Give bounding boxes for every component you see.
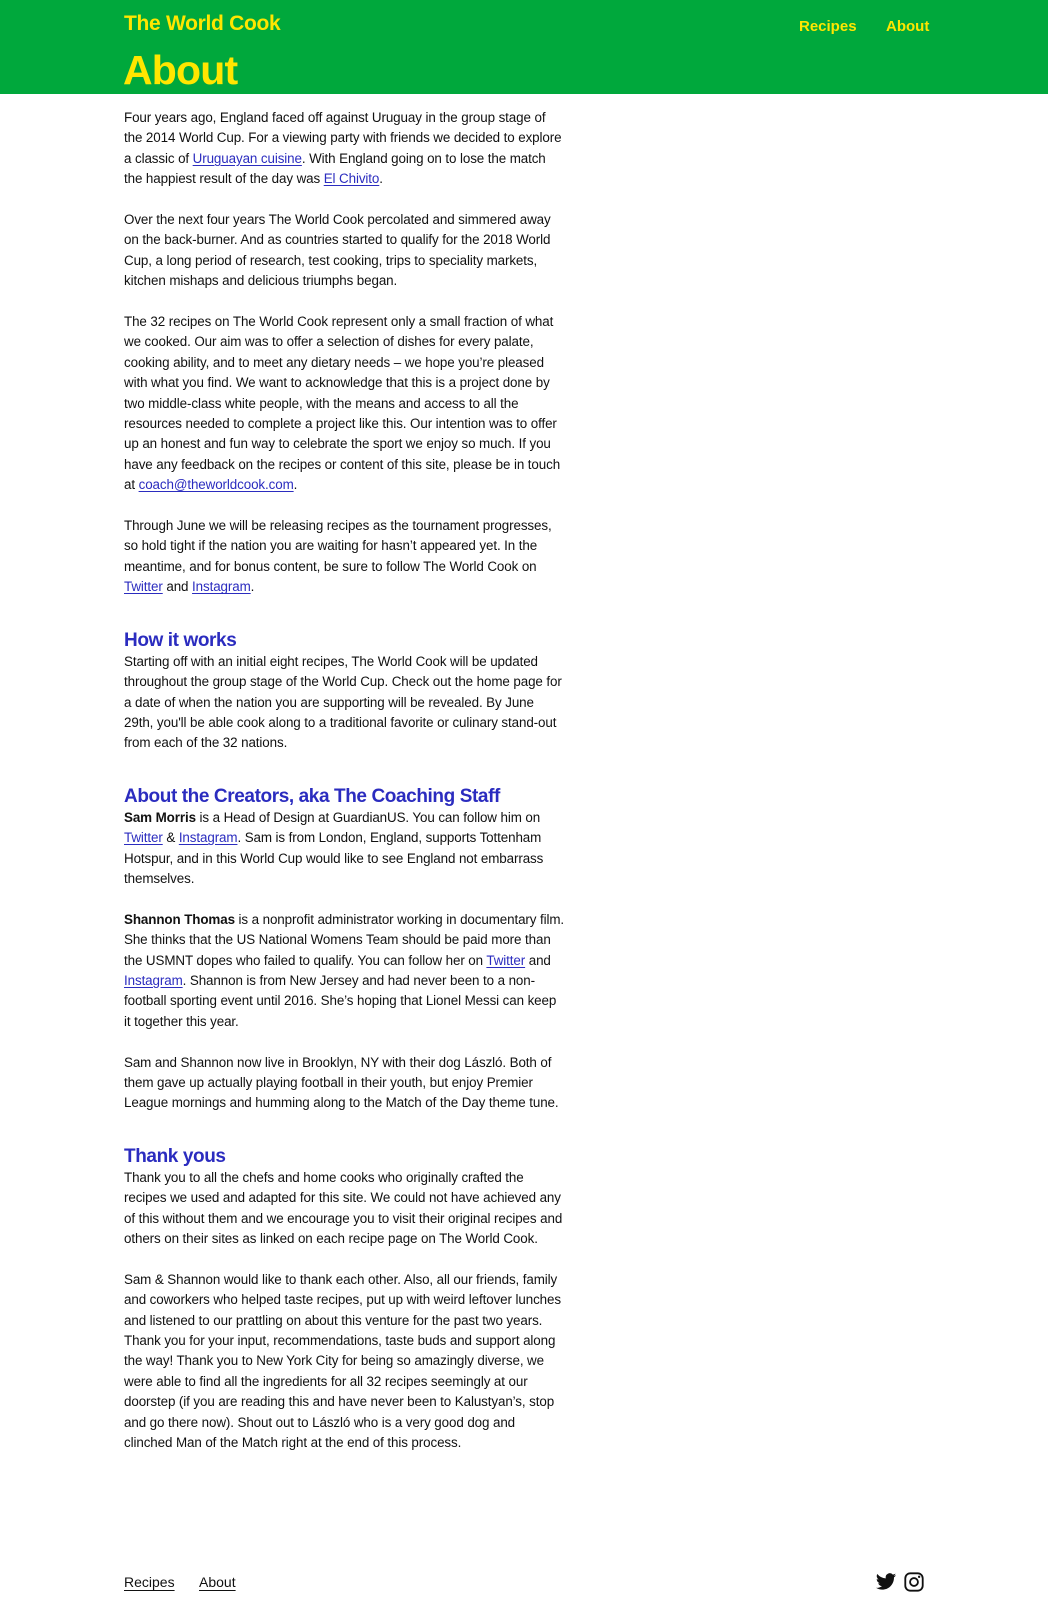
worldcook-instagram-link[interactable]: Instagram: [192, 579, 251, 595]
site-title[interactable]: The World Cook: [124, 12, 281, 35]
twitter-icon[interactable]: [875, 1571, 897, 1593]
footer-recipes-link[interactable]: Recipes: [124, 1574, 175, 1590]
about-content: [124, 108, 566, 1474]
shannon-instagram-link[interactable]: Instagram: [124, 972, 183, 988]
shannon-twitter-link[interactable]: Twitter: [486, 952, 526, 968]
worldcook-twitter-link[interactable]: Twitter: [124, 579, 163, 595]
footer-about-link[interactable]: About: [199, 1574, 236, 1590]
how-it-works-paragraph: Starting off with an initial eight recipes, The World Cook will be updated throughout the group stage of the World Cup. Check out the home page for a date of when the nation you are supporting will be revealed. By June 29th, you'll be able cook along to a traditional favorite or culinary stand-out from each of the 32 nations.: [124, 653, 562, 751]
creators-paragraph-3: Sam and Shannon now live in Brooklyn, NY with their dog László. Both of them gave up actually playing football in their youth, but enjoy Premier League mornings and humming along to the Match of the Day theme tune.: [124, 1054, 559, 1111]
sam-twitter-link[interactable]: Twitter: [124, 830, 163, 846]
intro-paragraph-3: The 32 recipes on The World Cook represent only a small fraction of what we cooked. Our aim was to offer a selection of dishes for every palate, cooking ability, and to meet any dietary needs – we hope you’re pleased with what you find. We want to acknowledge that this is a project done by two middle-class white people, with the means and access to all the resources needed to complete a project like this. Our intention was to offer up an honest and fun way to celebrate the sport we enjoy so much. If you have any feedback on the recipes or content of this site, please be in touch at coach@theworldcook.com.: [124, 314, 561, 493]
intro-paragraph-4: Through June we will be releasing recipes as the tournament progresses, so hold tight if the nation you are waiting for hasn’t appeared yet. In the meantime, and for bonus content, be sure to follow The World Cook on Twitter and Instagram.: [124, 518, 552, 595]
creators-heading: About the Creators, aka The Coaching Staff: [124, 785, 500, 807]
instagram-icon[interactable]: [903, 1571, 925, 1593]
shannon-name: Shannon Thomas: [124, 911, 235, 927]
page-title: About: [123, 47, 238, 93]
nav-about-link[interactable]: About: [886, 18, 930, 35]
site-header: [0, 0, 1048, 94]
el-chivito-link[interactable]: El Chivito: [323, 171, 380, 187]
shannon-bio: Shannon Thomas is a nonprofit administrator working in documentary film. She thinks that the US National Womens Team should be paid more than the USMNT dopes who failed to qualify. You can follow her on Twitter and Instagram. Shannon is from New Jersey and had never been to a non-football sporting event until 2016. She’s hoping that Lionel Messi can keep it together this year.: [124, 911, 565, 1029]
nav-recipes-link[interactable]: Recipes: [799, 18, 857, 35]
intro-paragraph-1: Four years ago, England faced off against Uruguay in the group stage of the 2014 World Cup. For a viewing party with friends we decided to explore a classic of Uruguayan cuisine. With England going on to lose the match the happiest result of the day was El Chivito.: [124, 110, 562, 187]
thank-yous-heading: Thank yous: [124, 1145, 226, 1167]
sam-name: Sam Morris: [124, 809, 196, 825]
sam-bio: Sam Morris is a Head of Design at GuardianUS. You can follow him on Twitter & Instagram. Sam is from London, England, supports Tottenham Hotspur, and in this World Cup would like to see England not embarrass themselves.: [124, 809, 544, 886]
intro-paragraph-2: Over the next four years The World Cook percolated and simmered away on the back-burner. And as countries started to qualify for the 2018 World Cup, a long period of research, test cooking, trips to speciality markets, kitchen mishaps and delicious triumphs began.: [124, 212, 551, 289]
uruguayan-cuisine-link[interactable]: Uruguayan cuisine: [192, 150, 302, 166]
sam-instagram-link[interactable]: Instagram: [178, 830, 238, 846]
thanks-paragraph-2: Sam & Shannon would like to thank each other. Also, all our friends, family and coworkers who helped taste recipes, put up with weird leftover lunches and listened to our prattling on about this venture for the past two years. Thank you for your input, recommendations, taste buds and support along the way! Thank you to New York City for being so amazingly diverse, we were able to find all the ingredients for all 32 recipes seemingly at our doorstep (if you are reading this and have never been to Kalustyan’s, stop and go there now). Shout out to László who is a very good dog and clinched Man of the Match right at the end of this process.: [124, 1271, 561, 1451]
thanks-paragraph-1: Thank you to all the chefs and home cooks who originally crafted the recipes we used and adapted for this site. We could not have achieved any of this without them and we encourage you to visit their original recipes and others on their sites as linked on each recipe page on The World Cook.: [124, 1169, 563, 1247]
contact-email-link[interactable]: coach@theworldcook.com: [138, 477, 294, 493]
how-it-works-heading: How it works: [124, 629, 237, 651]
